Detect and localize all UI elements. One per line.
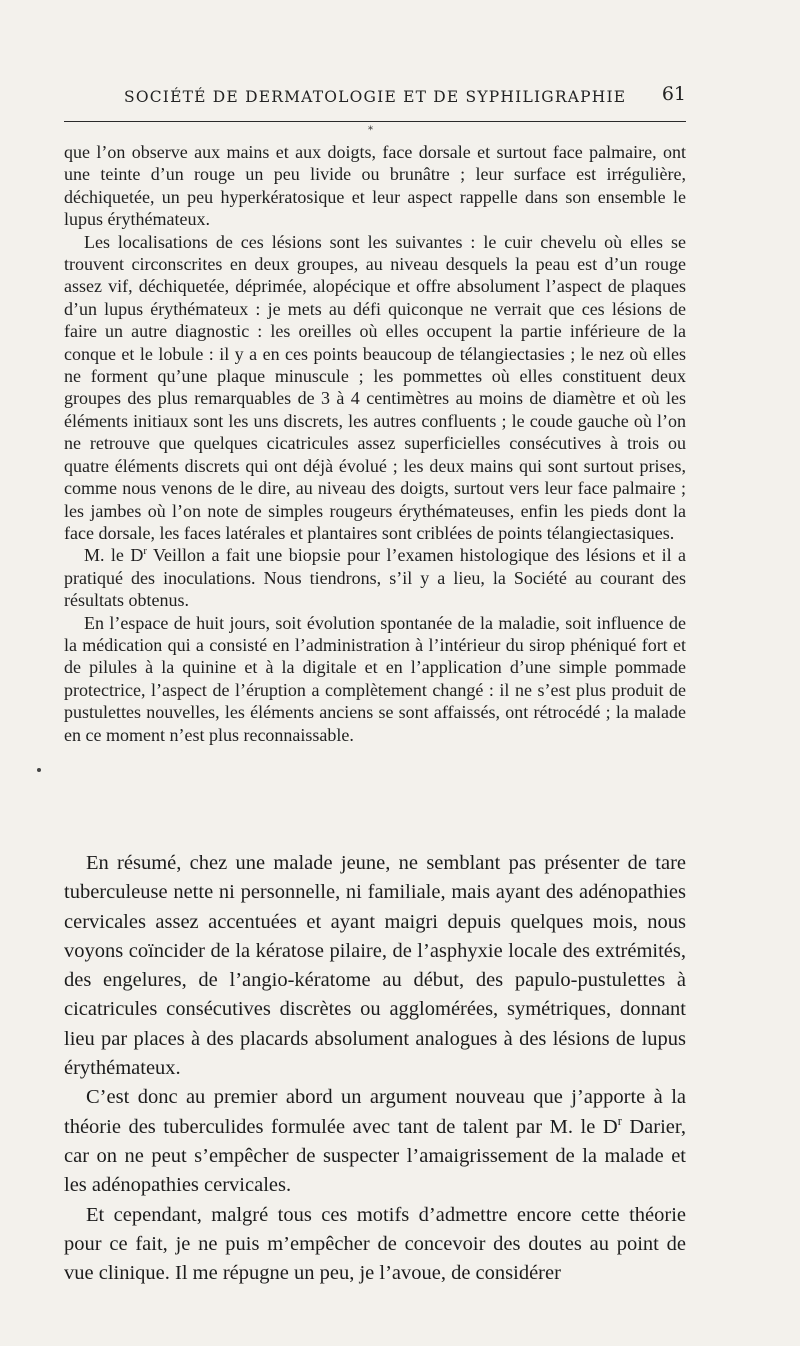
paragraph-evolution: En l’espace de huit jours, soit évolution spontanée de la maladie, soit influence de la médication qui a consisté en l’administration à l’intérieur du sirop phéniqué fort et de pilules à la quinine et à la digitale et en l’application d’une simple pommade protectrice, l’aspect de l’éruption a complètement changé : il ne s’est plus produit de pustulettes nouvelles, les éléments anciens se sont affaissés, ont rétrocédé ; la malade en ce moment n’est plus reconnaissable.: [64, 612, 686, 745]
superscript: r: [143, 545, 147, 558]
text-run: C’est donc au premier abord un argument nouveau que j’apporte à la théorie des tuberculides formulée avec tant de talent par M. le D: [64, 1086, 686, 1138]
text-run: Veillon a fait une biopsie pour l’examen histologique des lésions et il a pratiqué des inoculations. Nous tiendrons, s’il y a lieu, la Société au courant des résultats obtenus.: [64, 545, 686, 611]
text-run: M. le D: [84, 545, 144, 566]
page-number: 61: [661, 83, 686, 105]
running-title: SOCIÉTÉ DE DERMATOLOGIE ET DE SYPHILIGRAPHIE: [124, 88, 627, 106]
small-type-section: [64, 141, 686, 746]
paragraph-localisations: Les localisations de ces lésions sont les suivantes : le cuir chevelu où elles se trouvent circonscrites en deux groupes, au niveau desquels la peau est d’un rouge assez vif, déchiquetée, déprimée, alopécique et offre absolument l’aspect de plaques d’un lupus érythémateux : je mets au défi quiconque ne verrait que ces lésions de faire un autre diagnostic : les oreilles où elles occupent la partie inférieure de la conque et le lobule : il y a en ces points beaucoup de télangiectasies ; le nez où elles ne forment qu’une plaque minuscule ; les pommettes où elles constituent deux groupes des plus remarquables de 3 à 4 centimètres au moins de diamètre et où les éléments initiaux sont les uns discrets, les autres confluents ; le coude gauche où l’on ne retrouve que quelques cicatricules assez superficielles consécutives à trois ou quatre éléments discrets qui ont déjà évolué ; les deux mains qui sont surtout prises, comme nous venons de le dire, au niveau des doigts, surtout vers leur face palmaire ; les jambes où l’on note de simples rougeurs érythémateuses, enfin les pieds dont la face dorsale, les faces latérales et plantaires sont criblées de points télangiectasiques.: [64, 231, 686, 543]
paragraph-argument: [64, 1083, 686, 1200]
paragraph-summary: En résumé, chez une malade jeune, ne semblant pas présenter de tare tuberculeuse nette ni personnelle, ni familiale, mais ayant des adénopathies cervicales assez accentuées et ayant maigri depuis quelques mois, nous voyons coïncider de la kératose pilaire, de l’asphyxie locale des extrémités, des engelures, de l’angio-kératome au début, des papulo-pustulettes à cicatricules consécutives discrètes ou agglomérées, symétriques, donnant lieu par places à des placards absolument analogues à des lésions de lupus érythémateux.: [64, 852, 686, 1080]
superscript: r: [617, 1113, 622, 1128]
running-header: [64, 82, 686, 116]
rule-mark: *: [368, 125, 373, 136]
paragraph-continued: que l’on observe aux mains et aux doigts, face dorsale et surtout face palmaire, ont une teinte d’un rouge un peu livide ou brunâtre ; leur surface est irrégulière, déchiquetée, un peu hyperkératosique et leur aspect rappelle dans son ensemble le lupus érythémateux.: [64, 142, 686, 230]
text-run: Darier, car on ne peut s’empêcher de suspecter l’amaigrissement de la malade et les adénopathies cervicales.: [64, 1115, 686, 1197]
header-rule: [64, 121, 686, 122]
margin-speck: [37, 768, 41, 772]
paragraph-biopsy: [64, 544, 686, 611]
large-type-section: [64, 849, 686, 1288]
paragraph-doubts: Et cependant, malgré tous ces motifs d’admettre encore cette théorie pour ce fait, je ne puis m’empêcher de concevoir des doutes au point de vue clinique. Il me répugne un peu, je l’avoue, de considérer: [64, 1203, 686, 1285]
